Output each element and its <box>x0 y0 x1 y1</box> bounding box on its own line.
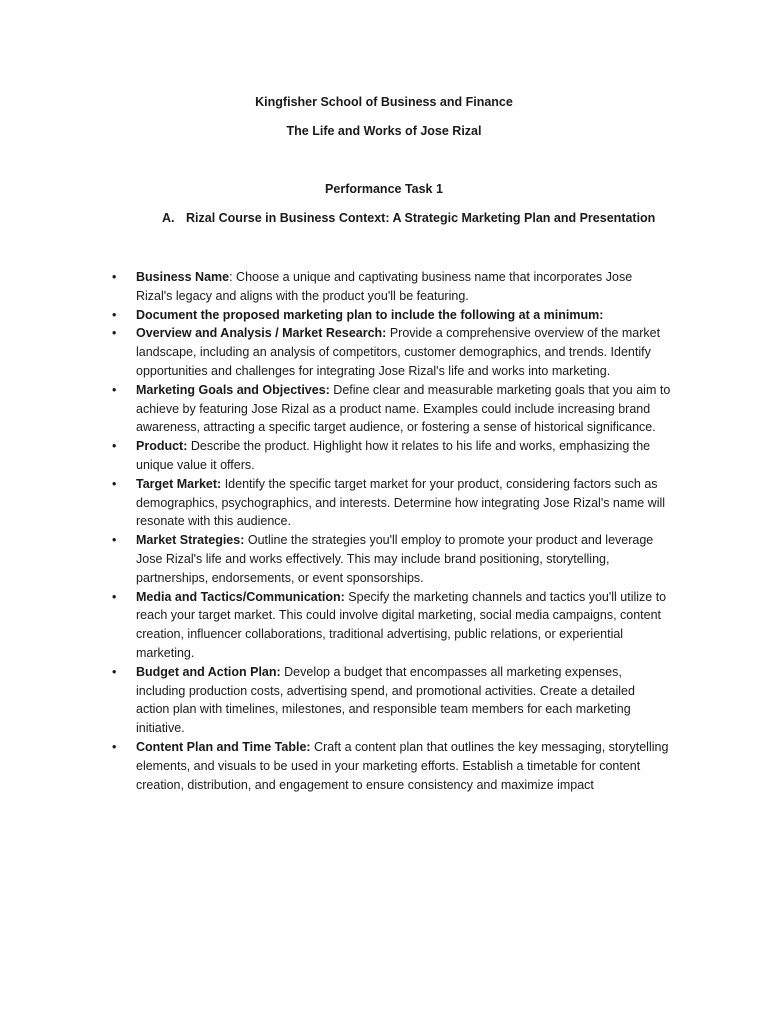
list-item <box>0 588 671 663</box>
list-item <box>0 437 671 475</box>
school-name: Kingfisher School of Business and Finance <box>255 95 513 109</box>
list-item <box>0 306 671 325</box>
item-text: Specify the marketing channels and tactics you'll utilize to reach your target market. This could involve digital marketing, social media campaigns, content creation, influencer collaborations, traditional advertising, public relations, or experiential marketing. <box>136 589 667 660</box>
item-text: Craft a content plan that outlines the key messaging, storytelling elements, and visuals to be used in your marketing efforts. Establish a timetable for content creation, distribution, and engagement to ensure consistency and maximize impact <box>136 739 669 792</box>
bullet-icon: • <box>112 664 117 679</box>
item-label: Marketing Goals and Objectives: <box>136 382 330 397</box>
list-item <box>0 531 671 587</box>
item-label: Overview and Analysis / Market Research: <box>136 326 387 341</box>
item-label: Target Market: <box>136 476 222 491</box>
bullet-icon: • <box>112 476 117 491</box>
bullet-icon: • <box>112 270 117 284</box>
item-text: Define clear and measurable marketing goals that you aim to achieve by featuring Jose Rizal as a product name. Examples could include increasing brand awareness, attracting a specific target audience, or fostering a sense of historical significance. <box>136 382 671 435</box>
list-item <box>0 268 671 306</box>
bullet-icon: • <box>112 326 117 341</box>
item-text: : Choose a unique and captivating business name that incorporates Jose Rizal's legacy and aligns with the product you'll be featuring. <box>136 270 633 303</box>
task-title: Performance Task 1 <box>325 182 443 196</box>
requirements-list <box>0 268 768 794</box>
list-item <box>0 738 671 794</box>
list-item <box>0 663 671 738</box>
bullet-icon: • <box>112 589 117 604</box>
item-label: Market Strategies: <box>136 533 245 548</box>
bullet-icon: • <box>112 533 117 548</box>
list-item <box>0 324 671 380</box>
bullet-icon: • <box>112 382 117 397</box>
section-title: Rizal Course in Business Context: A Strategic Marketing Plan and Presentation <box>186 211 656 225</box>
item-label: Document the proposed marketing plan to include the following at a minimum: <box>136 307 604 322</box>
course-title: The Life and Works of Jose Rizal <box>286 124 482 138</box>
item-label: Budget and Action Plan: <box>136 664 281 679</box>
bullet-icon: • <box>112 439 117 454</box>
item-label: Content Plan and Time Table: <box>136 739 311 754</box>
item-text: Develop a budget that encompasses all marketing expenses, including production costs, advertising spend, and promotional activities. Create a detailed action plan with timelines, milestones, and responsible team members for each marketing initiative. <box>136 664 635 736</box>
item-label: Product: <box>136 439 188 454</box>
list-item <box>0 381 671 437</box>
bullet-icon: • <box>112 739 117 754</box>
item-text: Identify the specific target market for your product, considering factors such as demographics, psychographics, and interests. Determine how integrating Jose Rizal's name will resonate with this audience. <box>136 476 666 529</box>
bullet-icon: • <box>112 307 117 322</box>
item-label: Media and Tactics/Communication: <box>136 589 345 604</box>
item-text: Provide a comprehensive overview of the market landscape, including an analysis of competitors, customer demographics, and trends. Identify opportunities and challenges for integrating Jose Rizal's life and works into marketing. <box>136 326 661 378</box>
item-text: Describe the product. Highlight how it relates to his life and works, emphasizing the unique value it offers. <box>136 439 651 472</box>
item-label: Business Name <box>136 270 230 284</box>
list-item <box>0 475 671 531</box>
section-letter: A. <box>162 211 175 225</box>
item-text: Outline the strategies you'll employ to promote your product and leverage Jose Rizal's life and works effectively. This may include brand positioning, storytelling, partnerships, endorsements, or event sponsorships. <box>136 533 654 585</box>
